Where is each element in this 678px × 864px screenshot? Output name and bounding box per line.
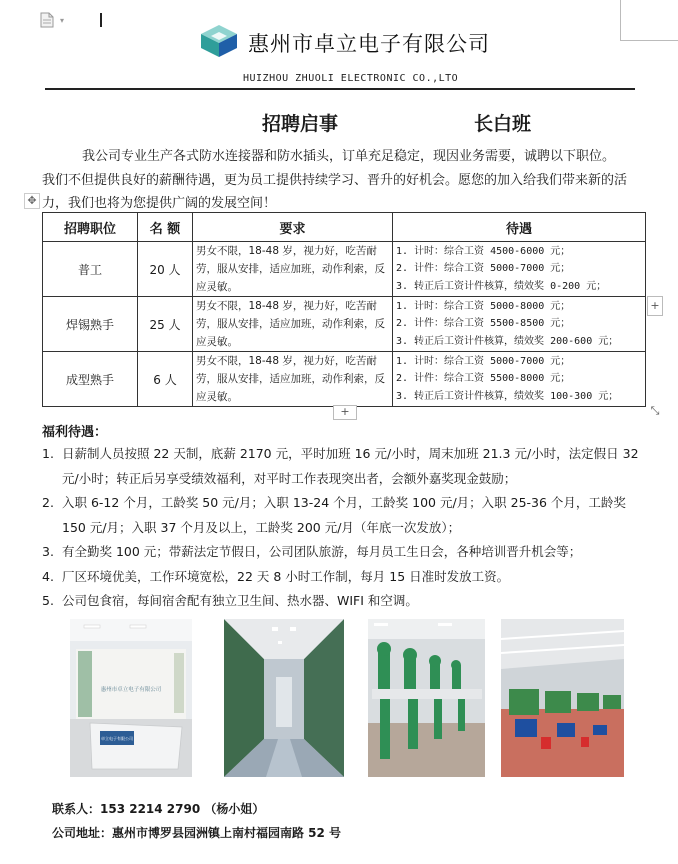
count-cell: 20 人 [138, 242, 193, 297]
list-item [42, 589, 642, 614]
requirement-cell: 男女不限，18-48 岁，视力好，吃苦耐劳，服从安排，适应加班，动作利索，反应灵敏。 [193, 352, 393, 407]
corridor-photo [224, 619, 344, 777]
pay-cell [393, 242, 646, 297]
table-move-handle-icon[interactable]: ✥ [24, 193, 40, 209]
chevron-down-icon[interactable]: ▾ [60, 16, 65, 25]
column-header: 名 额 [138, 213, 193, 242]
company-name-en: HUIZHOU ZHUOLI ELECTRONIC CO.,LTO [243, 73, 459, 84]
list-item [42, 491, 642, 540]
list-text: 公司包食宿，每间宿舍配有独立卫生间、热水器、WIFI 和空调。 [62, 593, 418, 608]
position-cell: 焊锡熟手 [43, 297, 138, 352]
list-number: 1. [42, 446, 54, 461]
reception-photo [70, 619, 192, 777]
add-row-button[interactable]: + [333, 405, 357, 420]
table-row [43, 352, 646, 407]
benefits-list [42, 442, 642, 614]
pay-line: 3. 转正后工资计件核算，绩效奖 100-300 元； [396, 390, 619, 402]
table-row [43, 242, 646, 297]
production-line-photo [501, 619, 624, 777]
reception-sign-text: 惠州市卓立电子有限公司 [100, 687, 162, 693]
page-title: 招聘启事 [262, 113, 339, 135]
benefits-title: 福利待遇： [42, 425, 108, 440]
list-item [42, 442, 642, 491]
page-corner-mark [620, 40, 678, 41]
position-cell: 普工 [43, 242, 138, 297]
pay-cell [393, 297, 646, 352]
recruitment-table [42, 212, 646, 407]
shift-label: 长白班 [474, 113, 532, 135]
pay-line: 1. 计时：综合工资 5000-7000 元； [396, 355, 571, 367]
column-header: 要求 [193, 213, 393, 242]
text-cursor [100, 13, 102, 27]
pay-line: 1. 计时：综合工资 4500-6000 元； [396, 245, 571, 257]
count-cell: 25 人 [138, 297, 193, 352]
table-row [43, 297, 646, 352]
list-number: 4. [42, 568, 54, 584]
pay-line: 2. 计件：综合工资 5500-8500 元； [396, 318, 571, 330]
pay-line: 2. 计件：综合工资 5000-7000 元； [396, 263, 571, 275]
workshop-photo [368, 619, 485, 777]
company-name-cn: 惠州市卓立电子有限公司 [248, 32, 490, 56]
position-cell: 成型熟手 [43, 352, 138, 407]
intro-paragraph: 我们不但提供良好的薪酬待遇，更为员工提供持续学习、晋升的好机会。愿您的加入给我们带来新的活力，我们也将为您提供广阔的发展空间！ [42, 172, 628, 211]
list-text: 厂区环境优美，工作环境宽松，22 天 8 小时工作制，每月 15 日准时发放工资。 [62, 568, 510, 584]
document-icon[interactable] [40, 12, 54, 28]
table-resize-icon[interactable]: ⤡ [650, 404, 660, 417]
pay-line: 3. 转正后工资计件核算，绩效奖 0-200 元； [396, 280, 607, 292]
list-number: 5. [42, 593, 54, 608]
pay-line: 2. 计件：综合工资 5500-8000 元； [396, 373, 571, 385]
column-header: 招聘职位 [43, 213, 138, 242]
header-divider [45, 88, 635, 90]
pay-cell [393, 352, 646, 407]
count-cell: 6 人 [138, 352, 193, 407]
table-header-row [43, 213, 646, 242]
list-number: 3. [42, 544, 54, 559]
list-text: 入职 6-12 个月，工龄奖 50 元/月；入职 13-24 个月，工龄奖 100 元/月；入职 25-36 个月，工龄奖 150 元/月；入职 37 个月及以上，工龄奖 200 元/月（年底一次发放）； [62, 495, 626, 535]
list-text: 有全勤奖 100 元；带薪法定节假日，公司团队旅游，每月员工生日会，各种培训晋升机会等； [62, 544, 582, 559]
contact-info: 联系人：153 2214 2790 （杨小姐） [52, 802, 265, 816]
page-corner-mark [620, 0, 621, 40]
company-address: 公司地址：惠州市博罗县园洲镇上南村福园南路 52 号 [52, 826, 342, 840]
pay-line: 3. 转正后工资计件核算，绩效奖 200-600 元； [396, 335, 619, 347]
company-logo-icon [199, 23, 239, 59]
requirement-cell: 男女不限，18-48 岁，视力好，吃苦耐劳，服从安排，适应加班，动作利索，反应灵敏。 [193, 242, 393, 297]
list-item [42, 565, 642, 590]
column-header: 待遇 [393, 213, 646, 242]
desk-sign-text: 卓立电子有限公司 [101, 736, 133, 741]
list-item [42, 540, 642, 565]
intro-text [42, 145, 642, 216]
list-text: 日薪制人员按照 22 天制，底薪 2170 元，平时加班 16 元/小时，周末加班 21.3 元/小时，法定假日 32 元/小时；转正后另享受绩效福利，对平时工作表现突出者，会额外嘉奖现金鼓励； [62, 446, 639, 486]
add-column-button[interactable]: + [647, 296, 663, 316]
intro-paragraph: 我公司专业生产各式防水连接器和防水插头，订单充足稳定，现因业务需要，诚聘以下职位。 [82, 149, 616, 164]
requirement-cell: 男女不限，18-48 岁，视力好，吃苦耐劳，服从安排，适应加班，动作利索，反应灵敏。 [193, 297, 393, 352]
list-number: 2. [42, 495, 54, 510]
pay-line: 1. 计时：综合工资 5000-8000 元； [396, 300, 571, 312]
